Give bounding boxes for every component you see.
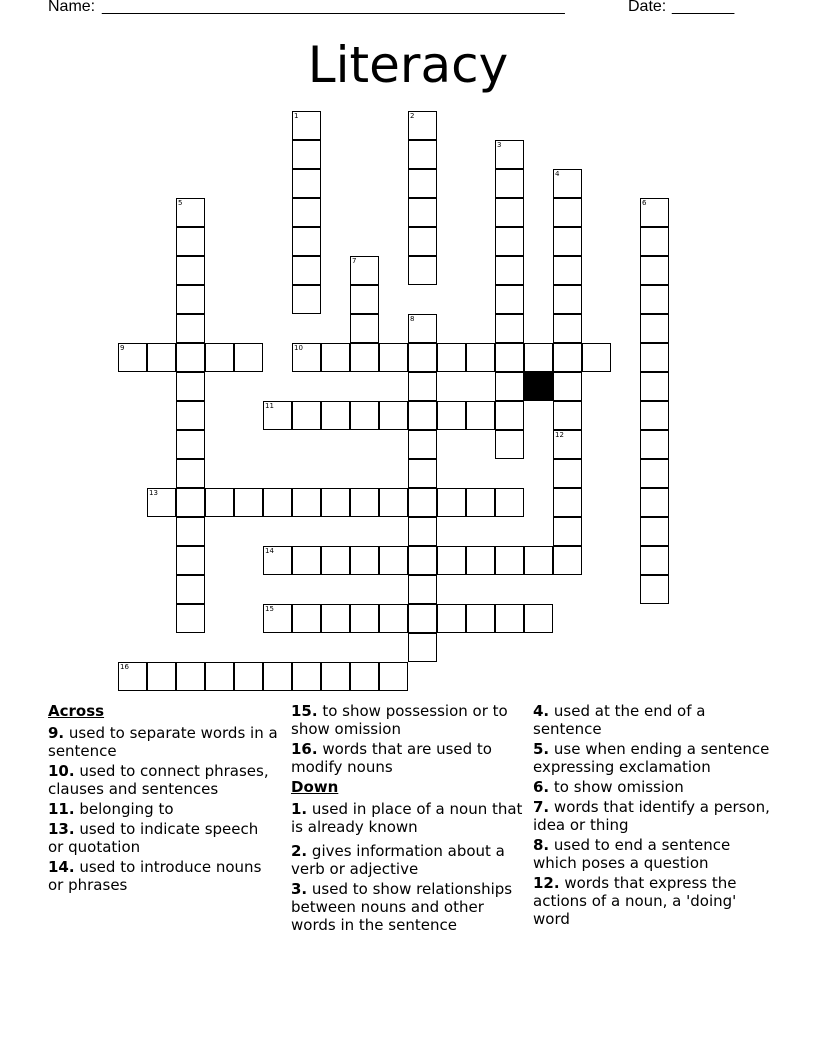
date-label: Date:	[628, 0, 667, 15]
crossword-cell[interactable]	[176, 662, 205, 691]
crossword-cell[interactable]	[408, 314, 437, 343]
crossword-cell[interactable]	[495, 140, 524, 169]
crossword-cell[interactable]	[495, 343, 524, 372]
crossword-cell[interactable]	[350, 314, 379, 343]
clue-number: 7	[352, 257, 357, 265]
crossword-cell[interactable]	[292, 401, 321, 430]
across-clue-14: 14. used to introduce nouns or phrases	[48, 858, 262, 894]
down-clue-3: 3. used to show relationships between nouns and other words in the sentence	[291, 880, 513, 934]
clue-number: 6	[642, 199, 647, 207]
clue-column-3	[533, 702, 773, 930]
down-heading: Down	[291, 778, 339, 796]
crossword-cell[interactable]	[640, 546, 669, 575]
crossword-cell[interactable]	[553, 401, 582, 430]
crossword-cell[interactable]	[495, 169, 524, 198]
crossword-cell[interactable]	[350, 401, 379, 430]
crossword-cell[interactable]	[640, 430, 669, 459]
crossword-cell[interactable]	[553, 372, 582, 401]
crossword-cell[interactable]	[234, 488, 263, 517]
crossword-cell[interactable]	[321, 488, 350, 517]
crossword-cell[interactable]	[292, 604, 321, 633]
crossword-cell[interactable]	[495, 488, 524, 517]
crossword-cell[interactable]	[176, 459, 205, 488]
down-clue-8: 8. used to end a sentence which poses a question	[533, 836, 731, 872]
crossword-cell[interactable]	[437, 343, 466, 372]
across-clue-10: 10. used to connect phrases, clauses and sentences	[48, 762, 269, 798]
crossword-cell[interactable]	[234, 662, 263, 691]
clue-number: 9	[120, 344, 125, 352]
crossword-cell[interactable]	[379, 604, 408, 633]
crossword-cell[interactable]	[553, 256, 582, 285]
crossword-cell[interactable]	[321, 401, 350, 430]
crossword-cell[interactable]	[350, 343, 379, 372]
crossword-cell[interactable]	[408, 430, 437, 459]
crossword-cell[interactable]	[408, 517, 437, 546]
crossword-cell[interactable]	[292, 546, 321, 575]
clue-column-1	[48, 702, 278, 896]
crossword-cell[interactable]	[408, 169, 437, 198]
crossword-cell[interactable]	[292, 227, 321, 256]
crossword-cell[interactable]	[408, 633, 437, 662]
crossword-cell[interactable]	[640, 285, 669, 314]
crossword-cell[interactable]	[466, 343, 495, 372]
crossword-cell[interactable]	[524, 546, 553, 575]
crossword-cell[interactable]	[640, 343, 669, 372]
crossword-cell[interactable]	[205, 488, 234, 517]
date-blank-field[interactable]: _______	[672, 0, 735, 15]
clue-number: 14	[265, 547, 274, 555]
clue-number: 1	[294, 112, 299, 120]
crossword-cell[interactable]	[292, 198, 321, 227]
crossword-cell[interactable]	[263, 604, 292, 633]
crossword-cell[interactable]	[176, 546, 205, 575]
crossword-cell[interactable]	[176, 401, 205, 430]
crossword-cell[interactable]	[553, 314, 582, 343]
crossword-cell[interactable]	[350, 285, 379, 314]
crossword-cell[interactable]	[408, 198, 437, 227]
clue-number: 4	[555, 170, 560, 178]
crossword-cell[interactable]	[640, 459, 669, 488]
crossword-cell[interactable]	[379, 662, 408, 691]
crossword-cell[interactable]	[350, 546, 379, 575]
crossword-cell[interactable]	[553, 198, 582, 227]
crossword-cell[interactable]	[321, 604, 350, 633]
crossword-cell[interactable]	[437, 546, 466, 575]
crossword-cell[interactable]	[292, 169, 321, 198]
crossword-cell[interactable]	[118, 662, 147, 691]
clue-number: 15	[265, 605, 274, 613]
crossword-cell[interactable]	[495, 198, 524, 227]
across-clue-11: 11. belonging to	[48, 800, 174, 818]
crossword-cell[interactable]	[176, 372, 205, 401]
crossword-cell[interactable]	[350, 604, 379, 633]
crossword-cell[interactable]	[495, 546, 524, 575]
crossword-cell[interactable]	[408, 488, 437, 517]
crossword-cell[interactable]	[176, 575, 205, 604]
down-clue-1: 1. used in place of a noun that is already known	[291, 800, 523, 836]
crossword-cell[interactable]	[640, 256, 669, 285]
crossword-cell[interactable]	[640, 517, 669, 546]
across-heading: Across	[48, 702, 105, 720]
crossword-cell[interactable]	[640, 198, 669, 227]
crossword-cell[interactable]	[176, 343, 205, 372]
clue-number: 2	[410, 112, 415, 120]
crossword-cell[interactable]	[292, 662, 321, 691]
clue-number: 12	[555, 431, 564, 439]
down-clue-6: 6. to show omission	[533, 778, 684, 796]
crossword-cell[interactable]	[495, 227, 524, 256]
crossword-cell[interactable]	[350, 662, 379, 691]
crossword-cell[interactable]	[263, 546, 292, 575]
crossword-cell[interactable]	[437, 488, 466, 517]
crossword-cell[interactable]	[466, 401, 495, 430]
crossword-cell[interactable]	[176, 604, 205, 633]
crossword-cell[interactable]	[292, 343, 321, 372]
crossword-cell[interactable]	[176, 517, 205, 546]
crossword-cell[interactable]	[350, 256, 379, 285]
crossword-cell[interactable]	[466, 546, 495, 575]
crossword-cell[interactable]	[292, 111, 321, 140]
crossword-cell[interactable]	[263, 662, 292, 691]
clue-number: 11	[265, 402, 274, 410]
down-clue-4: 4. used at the end of a sentence	[533, 702, 706, 738]
crossword-cell[interactable]	[408, 140, 437, 169]
crossword-cell[interactable]	[495, 285, 524, 314]
crossword-cell[interactable]	[553, 430, 582, 459]
name-blank-field[interactable]: ____________________________________________________	[102, 0, 565, 15]
crossword-cell[interactable]	[466, 604, 495, 633]
crossword-cell[interactable]	[379, 546, 408, 575]
crossword-cell[interactable]	[640, 488, 669, 517]
crossword-cell[interactable]	[147, 343, 176, 372]
crossword-cell[interactable]	[147, 662, 176, 691]
crossword-cell[interactable]	[147, 488, 176, 517]
down-clue-2: 2. gives information about a verb or adjective	[291, 842, 505, 878]
crossword-cell[interactable]	[408, 575, 437, 604]
crossword-cell[interactable]	[321, 546, 350, 575]
crossword-cell[interactable]	[118, 343, 147, 372]
across-clue-13: 13. used to indicate speech or quotation	[48, 820, 259, 856]
crossword-cell[interactable]	[640, 314, 669, 343]
crossword-cell[interactable]	[263, 488, 292, 517]
crossword-cell[interactable]	[350, 488, 379, 517]
crossword-cell[interactable]	[553, 227, 582, 256]
crossword-cell[interactable]	[495, 604, 524, 633]
down-clue-5: 5. use when ending a sentence expressing exclamation	[533, 740, 770, 776]
crossword-cell[interactable]	[553, 517, 582, 546]
crossword-cell[interactable]	[176, 256, 205, 285]
clue-column-2	[291, 702, 531, 936]
clue-number: 5	[178, 199, 183, 207]
crossword-cell[interactable]	[640, 372, 669, 401]
crossword-cell[interactable]	[553, 459, 582, 488]
across-clue-9: 9. used to separate words in a sentence	[48, 724, 278, 760]
name-label: Name:	[48, 0, 96, 15]
crossword-cell[interactable]	[553, 546, 582, 575]
crossword-cell[interactable]	[408, 604, 437, 633]
crossword-cell[interactable]	[408, 401, 437, 430]
clue-number: 16	[120, 663, 129, 671]
crossword-cell[interactable]	[408, 111, 437, 140]
crossword-cell[interactable]	[408, 343, 437, 372]
crossword-cell[interactable]	[321, 343, 350, 372]
crossword-cell[interactable]	[292, 140, 321, 169]
crossword-cell[interactable]	[553, 285, 582, 314]
crossword-cell[interactable]	[176, 227, 205, 256]
crossword-cell[interactable]	[176, 430, 205, 459]
crossword-cell[interactable]	[495, 401, 524, 430]
crossword-cell[interactable]	[176, 488, 205, 517]
across-clue-16: 16. words that are used to modify nouns	[291, 740, 492, 776]
crossword-cell[interactable]	[234, 343, 263, 372]
clue-number: 13	[149, 489, 158, 497]
crossword-cell[interactable]	[408, 227, 437, 256]
puzzle-title: Literacy	[307, 36, 509, 94]
crossword-cell[interactable]	[495, 430, 524, 459]
clue-number: 10	[294, 344, 303, 352]
crossword-cell[interactable]	[379, 488, 408, 517]
clue-number: 8	[410, 315, 415, 323]
crossword-black-square	[524, 372, 553, 401]
across-clue-15: 15. to show possession or to show omission	[291, 702, 508, 738]
crossword-cell[interactable]	[553, 343, 582, 372]
crossword-cell[interactable]	[408, 546, 437, 575]
crossword-cell[interactable]	[408, 459, 437, 488]
crossword-cell[interactable]	[553, 169, 582, 198]
crossword-cell[interactable]	[495, 314, 524, 343]
crossword-cell[interactable]	[495, 256, 524, 285]
clue-number: 3	[497, 141, 502, 149]
crossword-cell[interactable]	[205, 662, 234, 691]
crossword-cell[interactable]	[466, 488, 495, 517]
crossword-cell[interactable]	[379, 401, 408, 430]
crossword-cell[interactable]	[292, 285, 321, 314]
crossword-cell[interactable]	[524, 343, 553, 372]
crossword-cell[interactable]	[640, 227, 669, 256]
crossword-cell[interactable]	[176, 285, 205, 314]
down-clue-12: 12. words that express the actions of a noun, a 'doing' word	[533, 874, 737, 928]
crossword-cell[interactable]	[437, 604, 466, 633]
crossword-cell[interactable]	[176, 314, 205, 343]
crossword-cell[interactable]	[321, 662, 350, 691]
crossword-cell[interactable]	[524, 604, 553, 633]
crossword-cell[interactable]	[495, 372, 524, 401]
crossword-cell[interactable]	[176, 198, 205, 227]
crossword-cell[interactable]	[263, 401, 292, 430]
crossword-cell[interactable]	[379, 343, 408, 372]
crossword-cell[interactable]	[553, 488, 582, 517]
crossword-cell[interactable]	[408, 256, 437, 285]
crossword-cell[interactable]	[205, 343, 234, 372]
crossword-cell[interactable]	[640, 575, 669, 604]
crossword-cell[interactable]	[582, 343, 611, 372]
crossword-cell[interactable]	[437, 401, 466, 430]
crossword-cell[interactable]	[292, 488, 321, 517]
crossword-cell[interactable]	[640, 401, 669, 430]
crossword-cell[interactable]	[408, 372, 437, 401]
down-clue-7: 7. words that identify a person, idea or thing	[533, 798, 770, 834]
crossword-cell[interactable]	[292, 256, 321, 285]
